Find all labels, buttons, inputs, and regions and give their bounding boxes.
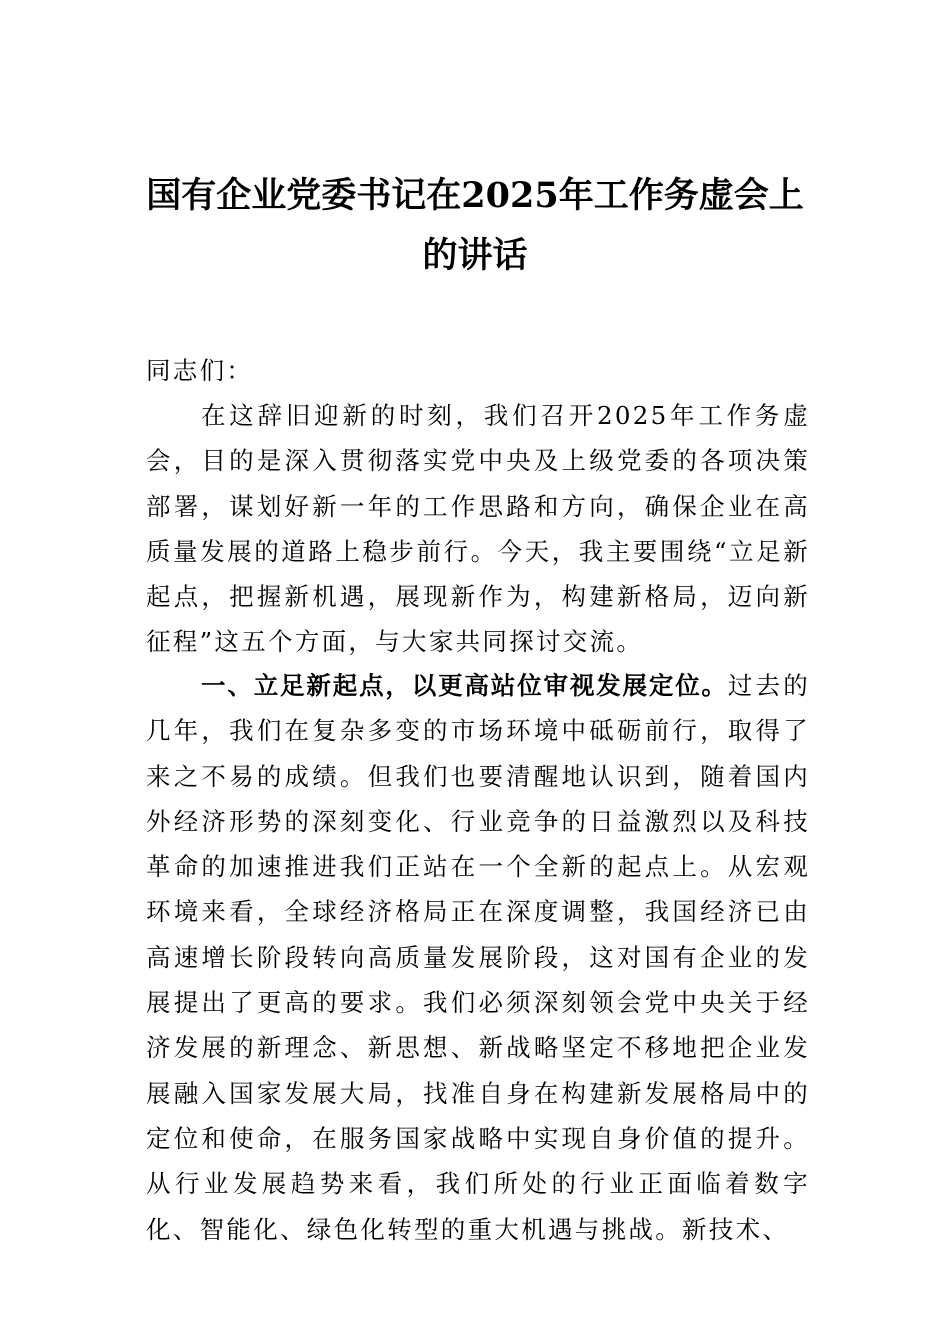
section-1-paragraph xyxy=(146,663,810,1252)
title-line-1: 国有企业党委书记在2025年工作务虚会上 xyxy=(146,175,804,216)
section-1-heading: 一、立足新起点，以更高站位审视发展定位。 xyxy=(201,671,728,700)
title-line-2: 的讲话 xyxy=(422,235,528,276)
section-1-body: 过去的几年，我们在复杂多变的市场环境中砥砺前行，取得了来之不易的成绩。但我们也要清醒地认识到，随着国内外经济形势的深刻变化、行业竞争的日益激烈以及科技革命的加速推进我们正站在一个全新的起点上。从宏观环境来看，全球经济格局正在深度调整，我国经济已由高速增长阶段转向高质量发展阶段，这对国有企业的发展提出了更高的要求。我们必须深刻领会党中央关于经济发展的新理念、新思想、新战略坚定不移地把企业发展融入国家发展大局，找准自身在构建新发展格局中的定位和使命，在服务国家战略中实现自身价值的提升。从行业发展趋势来看，我们所处的行业正面临着数字化、智能化、绿色化转型的重大机遇与挑战。新技术、 xyxy=(146,671,810,1244)
salutation: 同志们： xyxy=(146,356,254,385)
opening-paragraph: 在这辞旧迎新的时刻，我们召开2025年工作务虚会，目的是深入贯彻落实党中央及上级党委的各项决策部署，谋划好新一年的工作思路和方向，确保企业在高质量发展的道路上稳步前行。今天，我主要围绕“立足新起点，把握新机遇，展现新作为，构建新格局，迈向新征程”这五个方面，与大家共同探讨交流。 xyxy=(146,401,810,657)
document-title xyxy=(120,166,830,286)
